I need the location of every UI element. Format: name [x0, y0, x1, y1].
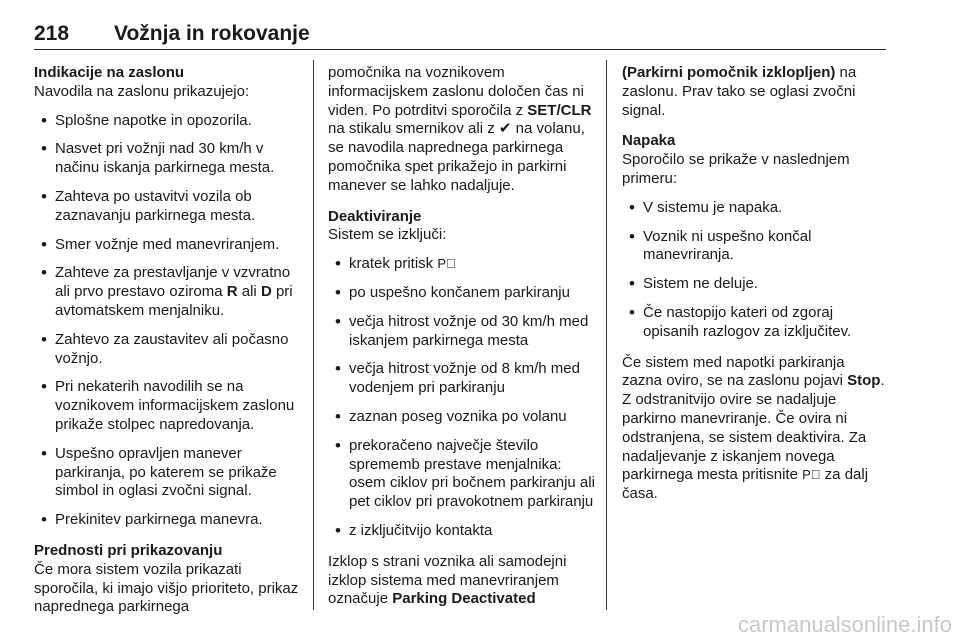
list-item: • Zahteva po ustavitvi vozila ob zaznavanju parkirnega mesta. — [34, 188, 304, 226]
deactivation-list — [328, 255, 600, 541]
paragraph — [328, 553, 600, 609]
list-item: • prekoračeno največje število sprememb prestave menjalnika: osem ciklov pri bočnem parkiranju ali pet ciklov pri pravokotnem parkiranju — [328, 437, 600, 512]
list-item — [328, 255, 600, 274]
paragraph — [622, 64, 886, 120]
list-item-text: ali — [237, 283, 261, 301]
error-list — [622, 199, 886, 342]
paragraph — [622, 354, 886, 504]
paragraph-text: za dalj časa. — [622, 466, 869, 503]
section-heading-priority: Prednosti pri prikazovanju — [34, 541, 223, 559]
column-divider-2 — [606, 60, 607, 610]
checkmark-icon: ✔ — [498, 120, 512, 138]
column-divider-1 — [313, 60, 314, 610]
list-item: • zaznan poseg voznika po volanu — [328, 408, 600, 427]
list-item: • Smer vožnje med manevriranjem. — [34, 236, 304, 255]
list-item: • po uspešno končanem parkiranju — [328, 284, 600, 303]
column-2 — [328, 64, 600, 609]
list-item-text: pri avtomatskem menjalniku. — [55, 283, 293, 319]
list-item: • Če nastopijo kateri od zgoraj opisanih razlogov za izključitev. — [622, 304, 886, 342]
column-1 — [34, 64, 304, 617]
paragraph-text: . Z odstranitvijo ovire se nadaljuje parkirno manevriranje. Če ovira ni odstranjena, se sistem deaktivira. Za nadaljevanje z iskanjem novega parkirnega mesta pritisnite — [622, 372, 885, 484]
paragraph-text: pomočnika na voznikovem informacijskem zaslonu določen čas ni viden. Po potrditvi sporočila z — [328, 64, 584, 119]
section-heading-deactivation: Deaktiviranje — [328, 207, 422, 225]
list-item: • Prekinitev parkirnega manevra. — [34, 511, 304, 530]
list-item: • Zahtevo za zaustavitev ali počasno vožnjo. — [34, 331, 304, 369]
header-rule — [34, 49, 886, 50]
list-item: • Splošne napotke in opozorila. — [34, 112, 304, 131]
paragraph-text: Izklop s strani voznika ali samodejni izklop sistema med manevriranjem označuje — [328, 552, 567, 608]
page-number: 218 — [34, 22, 70, 45]
gear-d: D — [260, 283, 272, 301]
paragraph-text: na zaslonu. Prav tako se oglasi zvočni signal. — [622, 64, 857, 119]
list-item-text: Zahteve za prestavljanje v vzvratno ali prvo prestavo oziroma — [55, 264, 291, 301]
parking-assist-icon: P⃝ — [437, 256, 456, 272]
section-heading-error: Napaka — [622, 132, 676, 150]
chapter-title: Vožnja in rokovanje — [114, 22, 310, 45]
stop-label: Stop — [847, 372, 881, 390]
paragraph: Če mora sistem vozila prikazati sporočila, ki imajo višjo prioriteto, prikaz naprednega parkirnega — [34, 560, 299, 616]
list-item: • Pri nekaterih navodilih se na voznikovem informacijskem zaslonu prikaže stolpec napredovanja. — [34, 378, 304, 434]
section-heading-indications: Indikacije na zaslonu — [34, 64, 185, 81]
parking-assist-icon: P⃝ — [802, 467, 821, 483]
list-item: • večja hitrost vožnje od 30 km/h med iskanjem parkirnega mesta — [328, 313, 600, 351]
parking-deactivated-label: Parking Deactivated — [392, 590, 536, 608]
intro-text: Navodila na zaslonu prikazujejo: — [34, 82, 250, 100]
paragraph-text: Če sistem med napotki parkiranja zazna oviro, se na zaslonu pojavi — [622, 353, 845, 390]
list-item: • Voznik ni uspešno končal manevriranja. — [622, 228, 886, 266]
paragraph-text: na volanu, se navodila naprednega parkirnega pomočnika spet prikažejo in parkirni manever se lahko nadaljuje. — [328, 120, 585, 194]
list-item: • V sistemu je napaka. — [622, 199, 886, 218]
watermark: carmanualsonline.info — [737, 612, 952, 637]
paragraph-text: na stikalu smernikov ali z — [328, 120, 495, 138]
set-clr-label: SET/CLR — [527, 101, 592, 119]
list-item-text: kratek pritisk — [349, 255, 434, 273]
intro-text: Sporočilo se prikaže v naslednjem primeru: — [622, 151, 850, 187]
list-item: • Uspešno opravljen manever parkiranja, po katerem se prikaže simbol in oglasi zvočni signal. — [34, 445, 304, 501]
paragraph — [328, 64, 600, 196]
page-header — [34, 22, 886, 52]
parking-off-label: (Parkirni pomočnik izklopljen) — [622, 64, 836, 81]
list-item — [34, 264, 304, 320]
indications-list — [34, 112, 304, 530]
gear-r: R — [226, 283, 238, 301]
list-item: • Sistem ne deluje. — [622, 275, 886, 294]
intro-text: Sistem se izključi: — [328, 226, 447, 244]
list-item: • z izključitvijo kontakta — [328, 522, 600, 541]
list-item: • Nasvet pri vožnji nad 30 km/h v načinu iskanja parkirnega mesta. — [34, 140, 304, 178]
list-item: • večja hitrost vožnje od 8 km/h med vodenjem pri parkiranju — [328, 360, 600, 398]
column-3 — [622, 64, 886, 504]
